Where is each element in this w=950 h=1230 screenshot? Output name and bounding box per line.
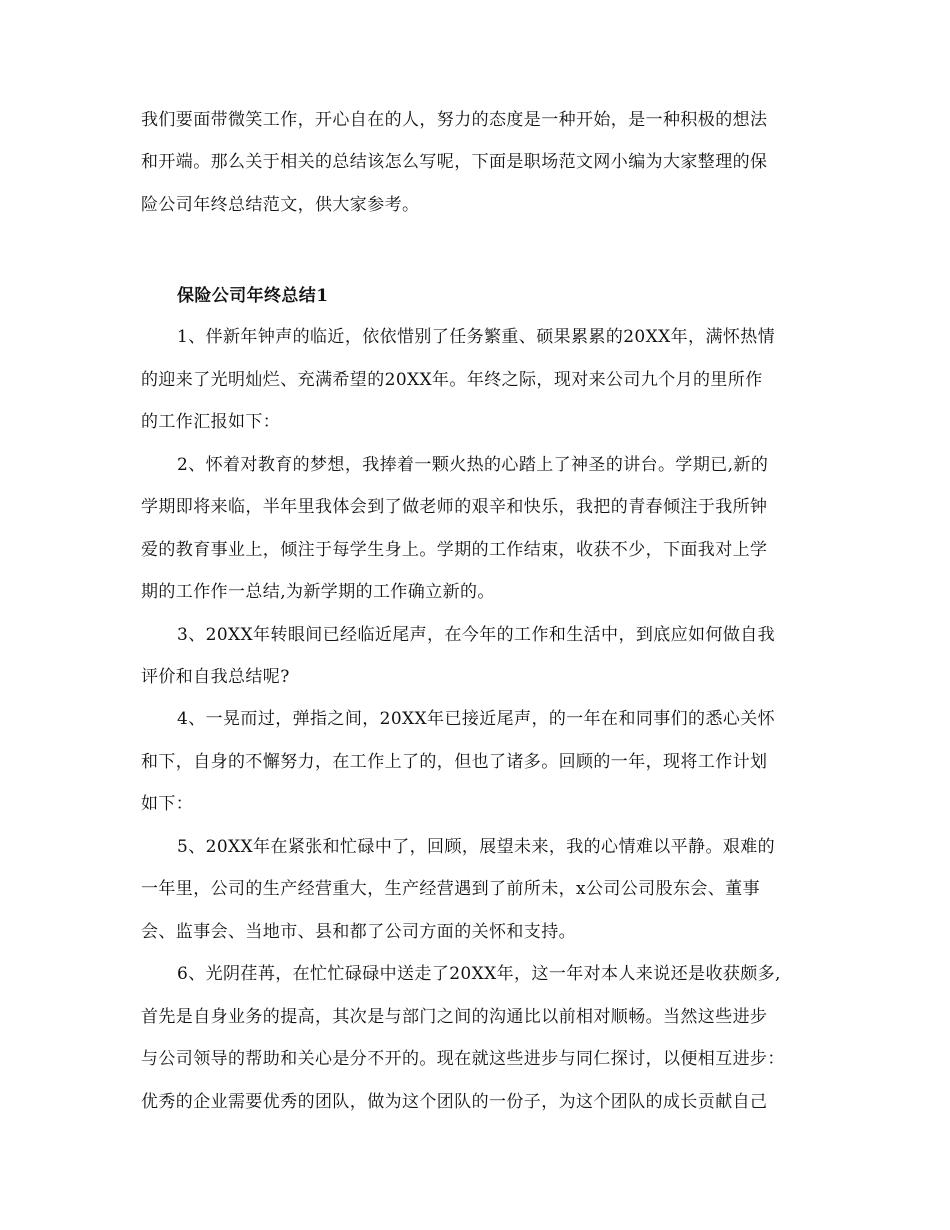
paragraph-line: 6、光阴荏苒，在忙忙碌碌中送走了20XX年，这一年对本人来说还是收获颇多,	[177, 964, 781, 984]
paragraph-line: 3、20XX年转眼间已经临近尾声，在今年的工作和生活中，到底应如何做自我	[177, 625, 776, 645]
paragraph-line: 的工作汇报如下：	[141, 412, 281, 432]
paragraph-line: 一年里，公司的生产经营重大，生产经营遇到了前所未，x公司公司股东会、董事	[141, 879, 760, 899]
intro-line: 险公司年终总结范文，供大家参考。	[141, 195, 420, 215]
paragraph-line: 爱的教育事业上，倾注于每学生身上。学期的工作结束，收获不少，下面我对上学	[141, 540, 768, 560]
paragraph-line: 首先是自身业务的提高，其次是与部门之间的沟通比以前相对顺畅。当然这些进步	[141, 1007, 768, 1027]
paragraph-line: 会、监事会、当地市、县和都了公司方面的关怀和支持。	[141, 922, 576, 942]
paragraph-line: 1、伴新年钟声的临近，依依惜别了任务繁重、硕果累累的20XX年，满怀热情	[177, 327, 776, 347]
intro-line: 我们要面带微笑工作，开心自在的人，努力的态度是一种开始，是一种积极的想法	[141, 110, 768, 130]
paragraph-line: 和下，自身的不懈努力，在工作上了的，但也了诸多。回顾的一年，现将工作计划	[141, 752, 768, 772]
paragraph-line: 的迎来了光明灿烂、充满希望的20XX年。年终之际，现对来公司九个月的里所作	[141, 370, 763, 390]
paragraph-line: 5、20XX年在紧张和忙碌中了，回顾，展望未来，我的心情难以平静。艰难的	[177, 837, 776, 857]
paragraph-line: 期的工作作一总结,为新学期的工作确立新的。	[141, 582, 495, 602]
paragraph-line: 优秀的企业需要优秀的团队，做为这个团队的一份子，为这个团队的成长贡献自己	[141, 1092, 768, 1112]
paragraph-line: 4、一晃而过，弹指之间，20XX年已接近尾声，的一年在和同事们的悉心关怀	[177, 709, 776, 729]
paragraph-line: 2、怀着对教育的梦想，我捧着一颗火热的心踏上了神圣的讲台。学期已,新的	[177, 455, 769, 475]
intro-line: 和开端。那么关于相关的总结该怎么写呢，下面是职场范文网小编为大家整理的保	[141, 152, 768, 172]
paragraph-line: 与公司领导的帮助和关心是分不开的。现在就这些进步与同仁探讨，以便相互进步：	[141, 1049, 785, 1069]
paragraph-line: 评价和自我总结呢?	[141, 667, 290, 687]
paragraph-line: 如下：	[141, 794, 194, 814]
section-title: 保险公司年终总结1	[177, 286, 329, 306]
paragraph-line: 学期即将来临，半年里我体会到了做老师的艰辛和快乐，我把的青春倾注于我所钟	[141, 497, 768, 517]
